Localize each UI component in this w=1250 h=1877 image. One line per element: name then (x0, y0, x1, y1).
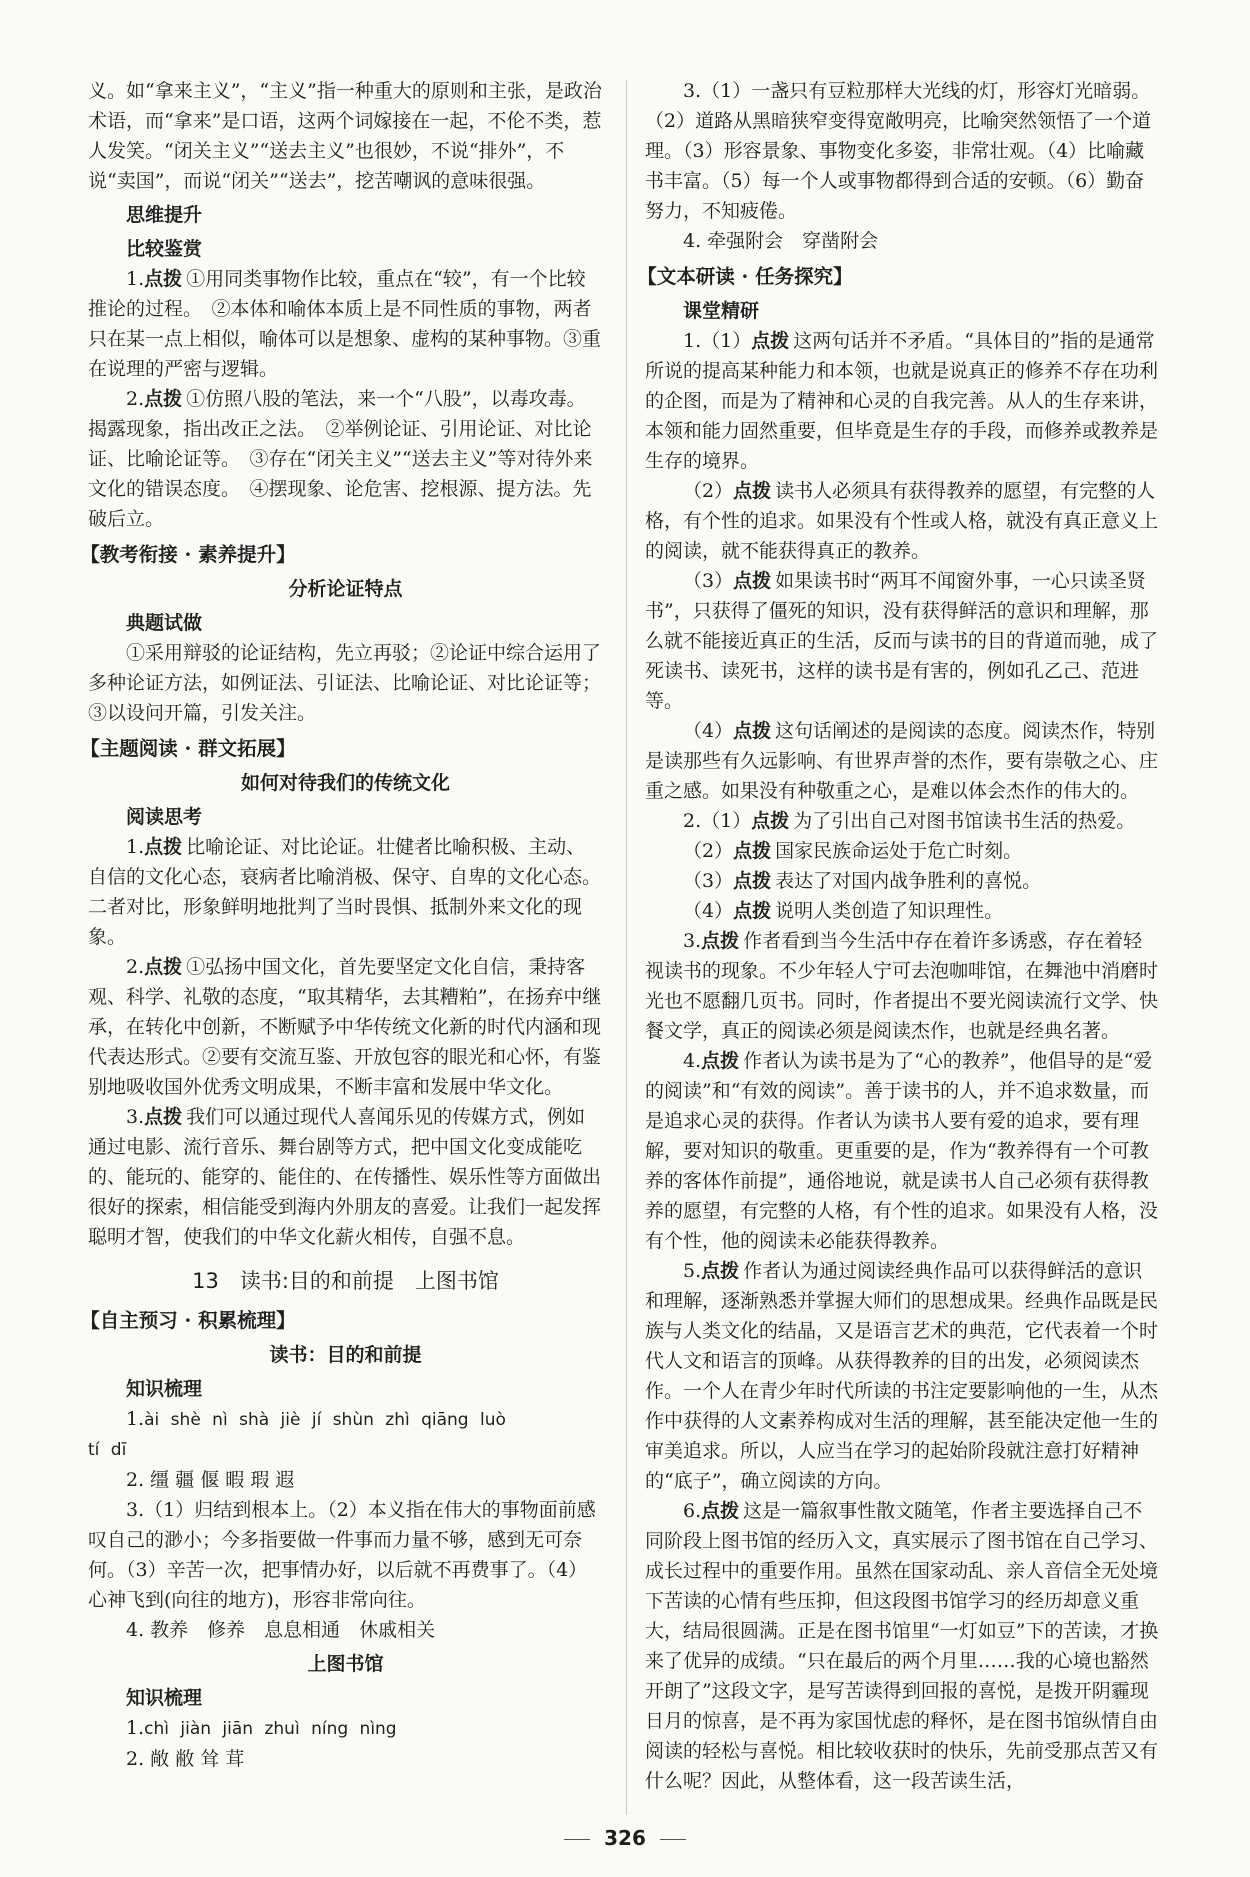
keyword-badge: 点拨 (144, 1106, 183, 1128)
item-text: 我们可以通过现代人喜闻乐见的传媒方式，例如通过电影、流行音乐、舞台剧等方式，把中国文化变成能吃的、能玩的、能穿的、能住的、在传播性、娱乐性等方面做出很好的探索，相信能受到海内外朋友的喜爱。让我们一起发挥聪明才智，使我们的中华文化薪火相传，自强不息。 (88, 1106, 602, 1248)
answer-item (88, 1713, 603, 1744)
answer-item: 4. 教养 修养 息息相通 休戚相关 (126, 1619, 436, 1641)
keyword-badge: 点拨 (733, 570, 772, 592)
paragraph: ①采用辩驳的论证结构，先立再驳；②论证中综合运用了多种论证方法，如例证法、引证法、比喻论证、对比论证等；③以设问开篇，引发关注。 (88, 642, 602, 724)
answer-item: 4. 牵强附会 穿凿附会 (683, 230, 879, 252)
item-text: 作者认为读书是为了“心的教养”，他倡导的是“爱的阅读”和“有效的阅读”。善于读书的人，并不追求数量，而是追求心灵的获得。作者认为读书人要有爱的追求，要有理解，要对知识的敬重。更重要的是，作为“教养得有一个可教养的客体作前提”，通俗地说，就是读书人自己必须有获得教养的愿望，有完整的人格，有个性的追求。如果没有人格，没有个性，他的阅读未必能获得教养。 (645, 1050, 1159, 1252)
answer-item (645, 896, 1160, 926)
item-number: 2. (126, 388, 145, 410)
subheading: 知识梳理 (126, 1378, 203, 1400)
item-number: 3. (126, 1106, 145, 1128)
item-number: （2） (683, 840, 734, 862)
subheading: 阅读思考 (126, 806, 203, 828)
item-text: 如果读书时“两耳不闻窗外事，一心只读圣贤书”，只获得了僵死的知识，没有获得鲜活的意识和理解，那么就不能接近真正的生活，反而与读书的目的背道而驰，成了死读书、读死书，这样的读书是有害的，例如孔乙己、范进等。 (645, 570, 1159, 712)
item-text: 这两句话并不矛盾。“具体目的”指的是通常所说的提高某种能力和本领，也就是说真正的修养不存在功利的企图，而是为了精神和心灵的自我完善。从人的生存来讲，本领和能力固然重要，但毕竟是生存的手段，而修养或教养是生存的境界。 (645, 330, 1159, 472)
answer-item (88, 384, 603, 534)
item-number: 4. (683, 1050, 702, 1072)
answer-item (645, 926, 1160, 1046)
answer-item (88, 952, 603, 1102)
answer-item: 2. 缰 疆 偃 暇 瑕 遐 (126, 1469, 295, 1491)
keyword-badge: 点拨 (144, 268, 183, 290)
answer-item (645, 716, 1160, 806)
item-number: （4） (683, 900, 734, 922)
item-text: 这是一篇叙事性散文随笔，作者主要选择自己不同阶段上图书馆的经历入文，真实展示了图书馆在自己学习、成长过程中的重要作用。虽然在国家动乱、亲人音信全无处境下苦读的心情有些压抑，但这段图书馆学习的经历却意义重大，结局很圆满。正是在图书馆里“一灯如豆”下的苦读，才换来了优异的成绩。“只在最后的两个月里……我的心境也豁然开朗了”这段文字，是写苦读得到回报的喜悦，是拨开阴霾现日月的惊喜，是不再为家国忧虑的释怀，是在图书馆纵情自由阅读的轻松与喜悦。相比较收获时的快乐，先前受那点苦又有什么呢？因此，从整体看，这一段苦读生活， (645, 1500, 1159, 1792)
item-number: （4） (683, 720, 734, 742)
keyword-badge: 点拨 (751, 330, 790, 352)
keyword-badge: 点拨 (701, 1500, 740, 1522)
subheading: 比较鉴赏 (126, 238, 203, 260)
paragraph: 义。如“拿来主义”，“主义”指一种重大的原则和主张，是政治术语，而“拿来”是口语，这两个词嫁接在一起，不伦不类，惹人发笑。“闭关主义”“送去主义”也很妙，不说“排外”，不说“卖国”，而说“闭关”“送去”，挖苦嘲讽的意味很强。 (88, 80, 602, 192)
answer-item: 2. 敞 敝 耸 茸 (126, 1748, 245, 1770)
answer-item (645, 1496, 1160, 1796)
keyword-badge: 点拨 (701, 930, 740, 952)
keyword-badge: 点拨 (733, 900, 772, 922)
footer-dash (564, 1839, 590, 1840)
pinyin-text: tí dī (88, 1440, 127, 1460)
keyword-badge: 点拨 (751, 810, 790, 832)
item-text: 国家民族命运处于危亡时刻。 (775, 840, 1023, 862)
item-number: 1. (126, 268, 145, 290)
item-text: ①仿照八股的笔法，来一个“八股”，以毒攻毒。揭露现象，指出改正之法。 ②举例论证、引用论证、对比论证、比喻论证等。 ③存在“闭关主义”“送去主义”等对待外来文化的错误态度。 ④摆现象、论危害、挖根源、提方法。先破后立。 (88, 388, 593, 530)
section-heading: 【文本研读 · 任务探究】 (637, 265, 853, 288)
keyword-badge: 点拨 (144, 388, 183, 410)
topic-title: 如何对待我们的传统文化 (240, 772, 450, 794)
left-column (80, 76, 603, 1774)
answer-item (645, 476, 1160, 566)
item-number: 1. (126, 1717, 145, 1739)
page-footer (0, 1826, 1250, 1850)
answer-item (645, 836, 1160, 866)
topic-title: 读书：目的和前提 (269, 1344, 422, 1366)
subheading: 课堂精研 (683, 300, 760, 322)
topic-title: 分析论证特点 (288, 578, 403, 600)
keyword-badge: 点拨 (701, 1050, 740, 1072)
answer-item (645, 866, 1160, 896)
item-number: 2.（1） (683, 810, 752, 832)
item-text: 表达了对国内战争胜利的喜悦。 (775, 870, 1042, 892)
answer-item (645, 1256, 1160, 1496)
keyword-badge: 点拨 (733, 480, 772, 502)
answer-item (645, 1046, 1160, 1256)
keyword-badge: 点拨 (733, 720, 772, 742)
subheading: 知识梳理 (126, 1687, 203, 1709)
item-number: 3. (683, 930, 702, 952)
right-column (637, 76, 1160, 1796)
item-number: 2. (126, 956, 145, 978)
answer-item: 3.（1）归结到根本上。（2）本义指在伟大的事物面前感叹自己的渺小；今多指要做一件事而力量不够，感到无可奈何。（3）辛苦一次，把事情办好，以后就不再费事了。（4）心神飞到(向往的地方)，形容非常向往。 (88, 1499, 596, 1611)
section-heading: 【教考衔接 · 素养提升】 (80, 543, 296, 566)
item-number: 6. (683, 1500, 702, 1522)
item-text: 作者看到当今生活中存在着许多诱惑，存在着轻视读书的现象。不少年轻人宁可去泡咖啡馆，在舞池中消磨时光也不愿翻几页书。同时，作者提出不要光阅读流行文学、快餐文学，真正的阅读必须是阅读杰作，也就是经典名著。 (645, 930, 1159, 1042)
answer-item (88, 832, 603, 952)
answer-item (88, 264, 603, 384)
subheading: 思维提升 (126, 204, 203, 226)
item-number: 1. (126, 836, 145, 858)
keyword-badge: 点拨 (733, 840, 772, 862)
item-text: 读书人必须具有获得教养的愿望，有完整的人格，有个性的追求。如果没有个性或人格，就没有真正意义上的阅读，就不能获得真正的教养。 (645, 480, 1159, 562)
keyword-badge: 点拨 (733, 870, 772, 892)
footer-dash (660, 1839, 686, 1840)
answer-item: 3.（1）一盏只有豆粒那样大光线的灯，形容灯光暗弱。（2）道路从黑暗狭窄变得宽敞明亮，比喻突然领悟了一个道理。（3）形容景象、事物变化多姿，非常壮观。（4）比喻藏书丰富。（5）每一个人或事物都得到合适的安顿。（6）勤奋努力，不知疲倦。 (645, 80, 1152, 222)
item-number: 1.（1） (683, 330, 752, 352)
answer-item (645, 326, 1160, 476)
item-number: （2） (683, 480, 734, 502)
column-divider (626, 80, 627, 1815)
section-heading: 【自主预习 · 积累梳理】 (80, 1309, 296, 1332)
answer-item (88, 1404, 603, 1435)
item-text: ①用同类事物作比较，重点在“较”，有一个比较推论的过程。 ②本体和喻体本质上是不同性质的事物，两者只在某一点上相似，喻体可以是想象、虚构的某种事物。③重在说理的严密与逻辑。 (88, 268, 602, 380)
item-number: 5. (683, 1260, 702, 1282)
keyword-badge: 点拨 (701, 1260, 740, 1282)
subheading: 典题试做 (126, 612, 203, 634)
item-text: 为了引出自己对图书馆读书生活的热爱。 (793, 810, 1136, 832)
topic-title: 上图书馆 (307, 1653, 384, 1675)
item-number: （3） (683, 870, 734, 892)
item-text: 比喻论证、对比论证。壮健者比喻积极、主动、自信的文化心态，衰病者比喻消极、保守、自卑的文化心态。二者对比，形象鲜明地批判了当时畏惧、抵制外来文化的现象。 (88, 836, 602, 948)
item-text: 作者认为通过阅读经典作品可以获得鲜活的意识和理解，逐渐熟悉并掌握大师们的思想成果。经典作品既是民族与人类文化的结晶，又是语言艺术的典范，它代表着一个时代人文和语言的顶峰。从获得教养的目的出发，必须阅读杰作。一个人在青少年时代所读的书注定要影响他的一生，从杰作中获得的人文素养构成对生活的理解，甚至能决定他一生的审美追求。所以，人应当在学习的起始阶段就注意打好精神的“底子”，确立阅读的方向。 (645, 1260, 1159, 1492)
page-number: 326 (604, 1826, 646, 1850)
item-text: 说明人类创造了知识理性。 (775, 900, 1004, 922)
item-number: 1. (126, 1408, 145, 1430)
pinyin-text: chì jiàn jiān zhuì níng nìng (144, 1719, 397, 1739)
item-text: 这句话阐述的是阅读的态度。阅读杰作，特别是读那些有久远影响、有世界声誉的杰作，要有崇敬之心、庄重之感。如果没有种敬重之心，是难以体会杰作的伟大的。 (645, 720, 1159, 802)
keyword-badge: 点拨 (144, 956, 183, 978)
keyword-badge: 点拨 (144, 836, 183, 858)
pinyin-text: ài shè nì shà jiè jí shùn zhì qiāng luò (144, 1410, 506, 1430)
answer-item (645, 566, 1160, 716)
answer-item (88, 1102, 603, 1252)
item-text: ①弘扬中国文化，首先要坚定文化自信，秉持客观、科学、礼敬的态度，“取其精华，去其糟粕”，在扬弃中继承，在转化中创新，不断赋予中华传统文化新的时代内涵和现代表达形式。②要有交流互鉴、开放包容的眼光和心怀，有鉴别地吸收国外优秀文明成果，不断丰富和发展中华文化。 (88, 956, 602, 1098)
lesson-title: 13 读书:目的和前提 上图书馆 (192, 1269, 499, 1293)
item-number: （3） (683, 570, 734, 592)
section-heading: 【主题阅读 · 群文拓展】 (80, 737, 296, 760)
answer-item (645, 806, 1160, 836)
